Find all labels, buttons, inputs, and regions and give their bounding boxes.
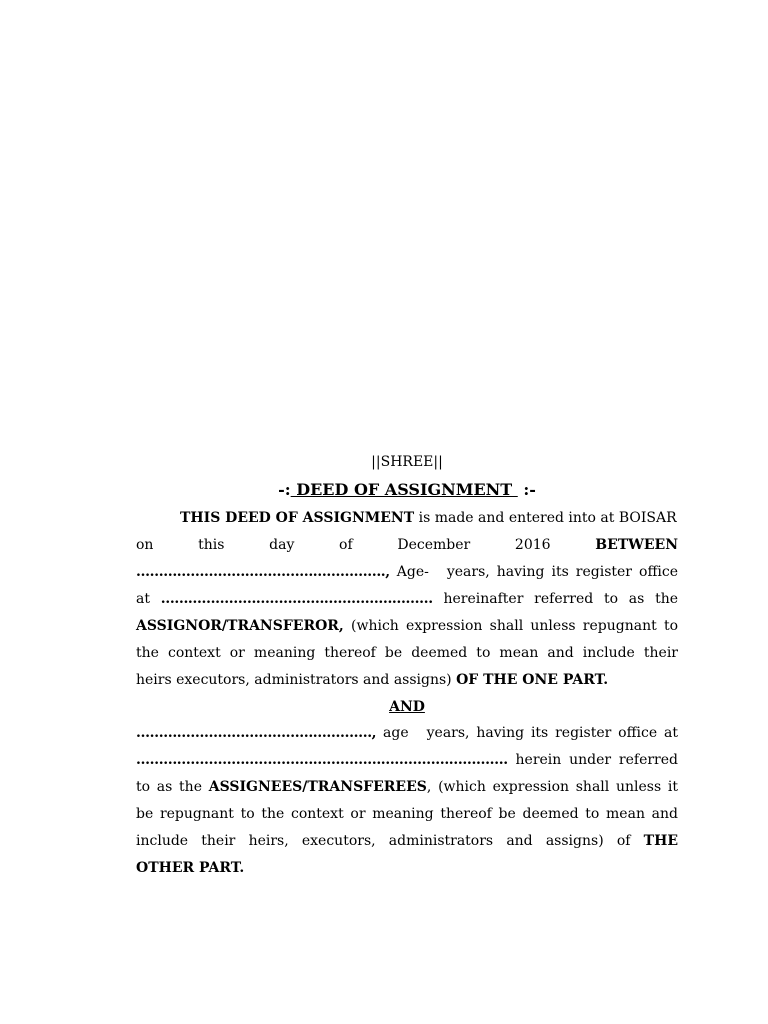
other-part-bold: OTHER PART. — [136, 860, 245, 876]
paragraph-assignee — [136, 720, 678, 882]
text-span: herein under referred — [507, 752, 678, 768]
title-prefix: -: — [278, 480, 291, 499]
text-span: to as the — [136, 779, 209, 795]
paragraph-line — [136, 747, 678, 774]
paragraph-line — [136, 774, 678, 801]
text-span: day — [269, 537, 295, 553]
paragraph-line — [136, 505, 678, 532]
text-span: December — [397, 537, 471, 553]
deed-name-bold: THIS DEED OF ASSIGNMENT — [180, 510, 415, 526]
text-span: hereinafter referred to as the — [443, 591, 678, 607]
text-span: heirs executors, administrators and assigns) — [136, 672, 457, 688]
text-span: this — [198, 537, 225, 553]
blank-address-field: ………………………………………………………………………. — [136, 752, 508, 768]
deed-title — [136, 475, 678, 505]
text-span: on — [136, 537, 154, 553]
paragraph-line — [136, 559, 678, 586]
text-span: is made and entered into at BOISAR — [414, 510, 677, 526]
text-span: years, having its register office — [446, 564, 678, 580]
paragraph-line — [136, 720, 678, 747]
text-span: of — [339, 537, 353, 553]
between-bold: BETWEEN — [595, 537, 679, 553]
paragraph-line — [136, 667, 678, 694]
invocation-heading: ||SHREE|| — [371, 454, 443, 470]
the-bold: THE — [643, 833, 678, 849]
assignor-bold: ASSIGNOR/TRANSFEROR, — [136, 618, 344, 634]
paragraph-line: be repugnant to the context or meaning thereof be deemed to mean and — [136, 806, 678, 822]
blank-name-field: ………………………………………………., — [136, 564, 390, 580]
text-span: age — [376, 725, 409, 741]
title-text: DEED OF ASSIGNMENT — [290, 480, 518, 499]
title-suffix: :- — [523, 480, 536, 499]
text-span: , (which expression shall unless it — [426, 779, 678, 795]
one-part-bold: OF THE ONE PART. — [456, 672, 609, 688]
deed-body — [136, 449, 678, 882]
blank-address-field: …………………………………………………… — [160, 591, 433, 607]
paragraph-assignor — [136, 505, 678, 694]
text-span: at — [136, 591, 150, 607]
assignees-bold: ASSIGNEES/TRANSFEREES — [208, 779, 427, 795]
text-span: 2016 — [514, 537, 551, 553]
paragraph-line — [136, 828, 678, 855]
text-span: (which expression shall unless repugnant to — [343, 618, 678, 634]
paragraph-line — [136, 855, 678, 882]
text-span: include their heirs, executors, administrators and assigns) of — [136, 833, 644, 849]
text-span: years, having its register office at — [426, 725, 679, 741]
text-span: Age- — [389, 564, 429, 580]
paragraph-line — [136, 613, 678, 640]
conjunction-and: AND — [389, 699, 425, 715]
paragraph-line — [136, 586, 678, 613]
blank-name-field: ……………………………………………., — [136, 725, 377, 741]
paragraph-line — [136, 532, 678, 559]
paragraph-line: the context or meaning thereof be deemed to mean and include their — [136, 645, 678, 661]
